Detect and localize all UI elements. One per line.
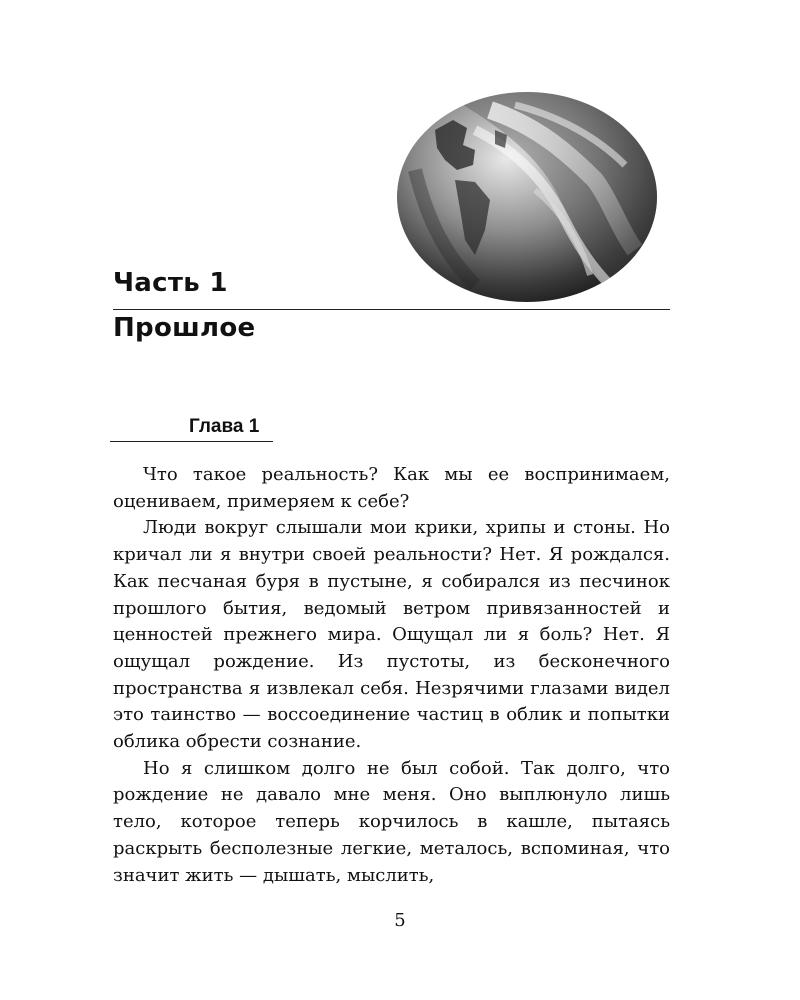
earth-globe-icon (395, 90, 660, 305)
paragraph: Что такое реальность? Как мы ее воспринимаем, оцениваем, примеряем к себе? (113, 464, 670, 512)
page-number: 5 (394, 910, 406, 931)
paragraph: Но я слишком долго не был собой. Так долго, что рождение не давало мне меня. Оно выплюнуло лишь тело, которое теперь корчилось в кашле, пытаясь раскрыть бесполезные легкие, металось, вспоминая, что значит жить — дышать, мыслить, (113, 757, 670, 886)
paragraph: Люди вокруг слышали мои крики, хрипы и стоны. Но кричал ли я внутри своей реальности? Нет. Я рождался. Как песчаная буря в пустыне, я собирался из песчинок прошлого бытия, ведомый ветром привязанностей и ценностей прежнего мира. Ощущал ли я боль? Нет. Я ощущал рождение. Из пустоты, из бесконечного пространства я извлекал себя. Незрячими глазами видел это таинство — воссоединение частиц в облик и попытки облика обрести сознание. (113, 517, 670, 753)
chapter-title: Глава 1 (189, 416, 260, 437)
body-text (113, 462, 670, 889)
part-title: Прошлое (113, 313, 256, 343)
part-label: Часть 1 (113, 268, 228, 298)
chapter-divider (110, 441, 273, 442)
part-divider (113, 309, 670, 310)
